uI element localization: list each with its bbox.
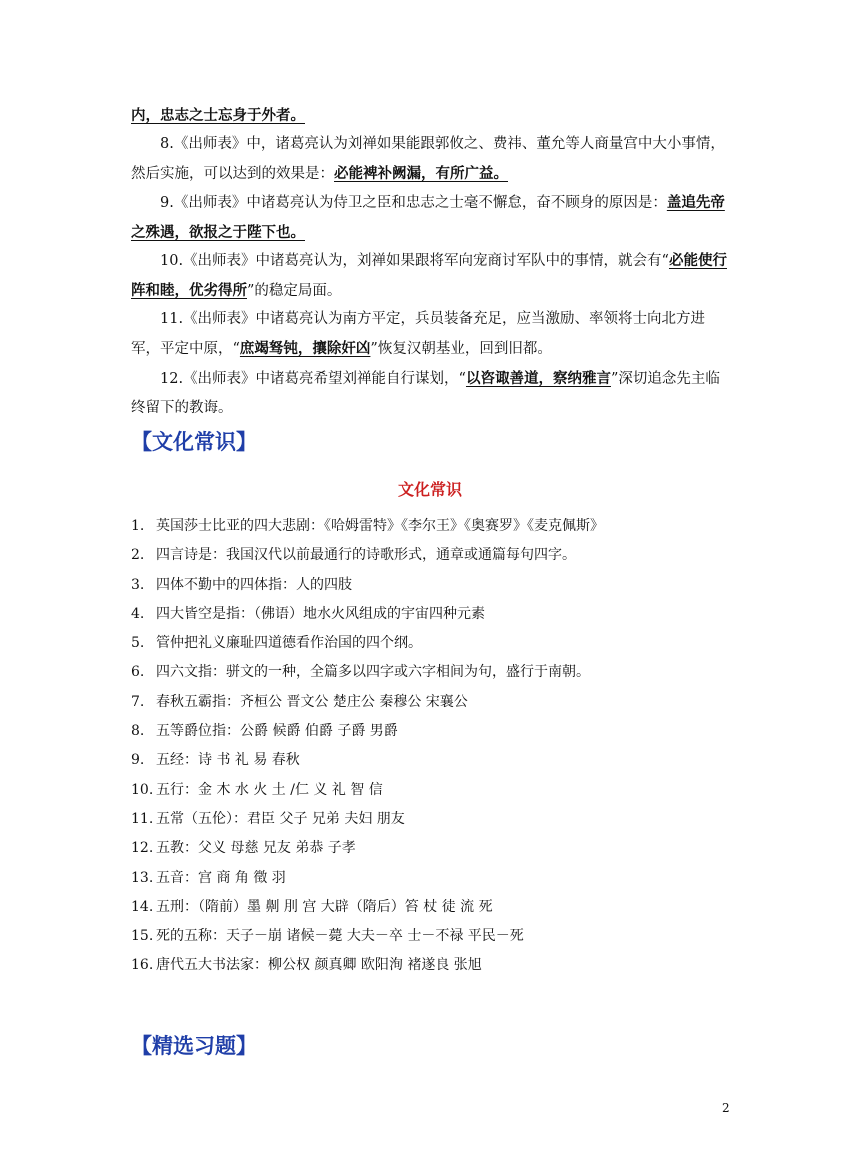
question-11-text: 11.《出师表》中诸葛亮认为南方平定，兵员装备充足，应当激励、率领将士向北方进军，平定中原，“ <box>131 311 706 357</box>
question-10-text: 10.《出师表》中诸葛亮认为，刘禅如果跟将军向宠商讨军队中的事情，就会有“ <box>160 253 669 269</box>
list-item: 16. 唐代五大书法家：柳公权 颜真卿 欧阳洵 褚遂良 张旭 <box>131 957 482 974</box>
question-9 <box>131 188 731 248</box>
section-heading-exercises: 【精选习题】 <box>131 1034 257 1058</box>
question-12 <box>131 364 731 423</box>
intro-tail: 内，忠志之士忘身于外者。 <box>131 107 305 124</box>
list-item: 4. 四大皆空是指：（佛语）地水火风组成的宇宙四种元素 <box>131 605 485 622</box>
list-item: 8. 五等爵位指：公爵 候爵 伯爵 子爵 男爵 <box>131 723 398 740</box>
subtitle-culture: 文化常识 <box>397 480 462 499</box>
question-8-text: 8.《出师表》中，诸葛亮认为刘禅如果能跟郭攸之、费祎、董允等人商量宫中大小事情，然后实施，可以达到的效果是： <box>131 136 725 182</box>
culture-list <box>131 512 751 981</box>
list-item: 5. 管仲把礼义廉耻四道德看作治国的四个纲。 <box>131 635 422 652</box>
list-item: 7. 春秋五霸指：齐桓公 晋文公 楚庄公 秦穆公 宋襄公 <box>131 693 468 710</box>
question-9-answer: 盖追先帝之殊遇，欲报之于陛下也。 <box>131 194 725 241</box>
page-number: 2 <box>722 1101 730 1115</box>
list-item: 12. 五教：父义 母慈 兄友 弟恭 子孝 <box>131 840 356 857</box>
question-11-answer: 庶竭驽钝，攘除奸凶 <box>239 340 371 357</box>
question-10-answer: 必能使行阵和睦，优劣得所 <box>131 252 727 299</box>
list-item: 13. 五音：宫 商 角 徵 羽 <box>131 869 286 886</box>
question-10 <box>131 246 731 306</box>
list-item: 10. 五行：金 木 水 火 土 /仁 义 礼 智 信 <box>131 781 383 798</box>
list-item: 6. 四六文指：骈文的一种，全篇多以四字或六字相间为句，盛行于南朝。 <box>131 664 590 681</box>
question-11 <box>131 305 731 364</box>
question-12-text: 12.《出师表》中诸葛亮希望刘禅能自行谋划，“ <box>160 371 466 387</box>
section-heading-culture: 【文化常识】 <box>131 430 257 454</box>
list-item: 9. 五经：诗 书 礼 易 春秋 <box>131 752 300 769</box>
question-8 <box>131 130 731 189</box>
list-item: 1. 英国莎士比亚的四大悲剧：《哈姆雷特》《李尔王》《奥赛罗》《麦克佩斯》 <box>131 518 604 534</box>
question-10-tail: ”的稳定局面。 <box>247 283 342 299</box>
question-11-tail: ”恢复汉朝基业，回到旧都。 <box>370 341 552 357</box>
question-9-text: 9.《出师表》中诸葛亮认为侍卫之臣和忠志之士毫不懈怠，奋不顾身的原因是： <box>160 195 667 211</box>
list-item: 11. 五常（五伦）：君臣 父子 兄弟 夫妇 朋友 <box>131 810 405 827</box>
list-item: 2. 四言诗是：我国汉代以前最通行的诗歌形式，通章或通篇每句四字。 <box>131 547 576 564</box>
list-item: 14. 五刑：（隋前）墨 劓 刖 宫 大辟（隋后）笞 杖 徒 流 死 <box>131 898 493 915</box>
question-8-answer: 必能裨补阙漏，有所广益。 <box>334 165 508 182</box>
question-12-answer: 以咨诹善道，察纳雅言 <box>465 370 611 387</box>
question-12-tail: ”深切追念先主临终留下的教诲。 <box>131 371 720 416</box>
list-item: 3. 四体不勤中的四体指：人的四肢 <box>131 576 352 593</box>
list-item: 15. 死的五称：天子－崩 诸候－薨 大夫－卒 士－不禄 平民－死 <box>131 928 524 945</box>
